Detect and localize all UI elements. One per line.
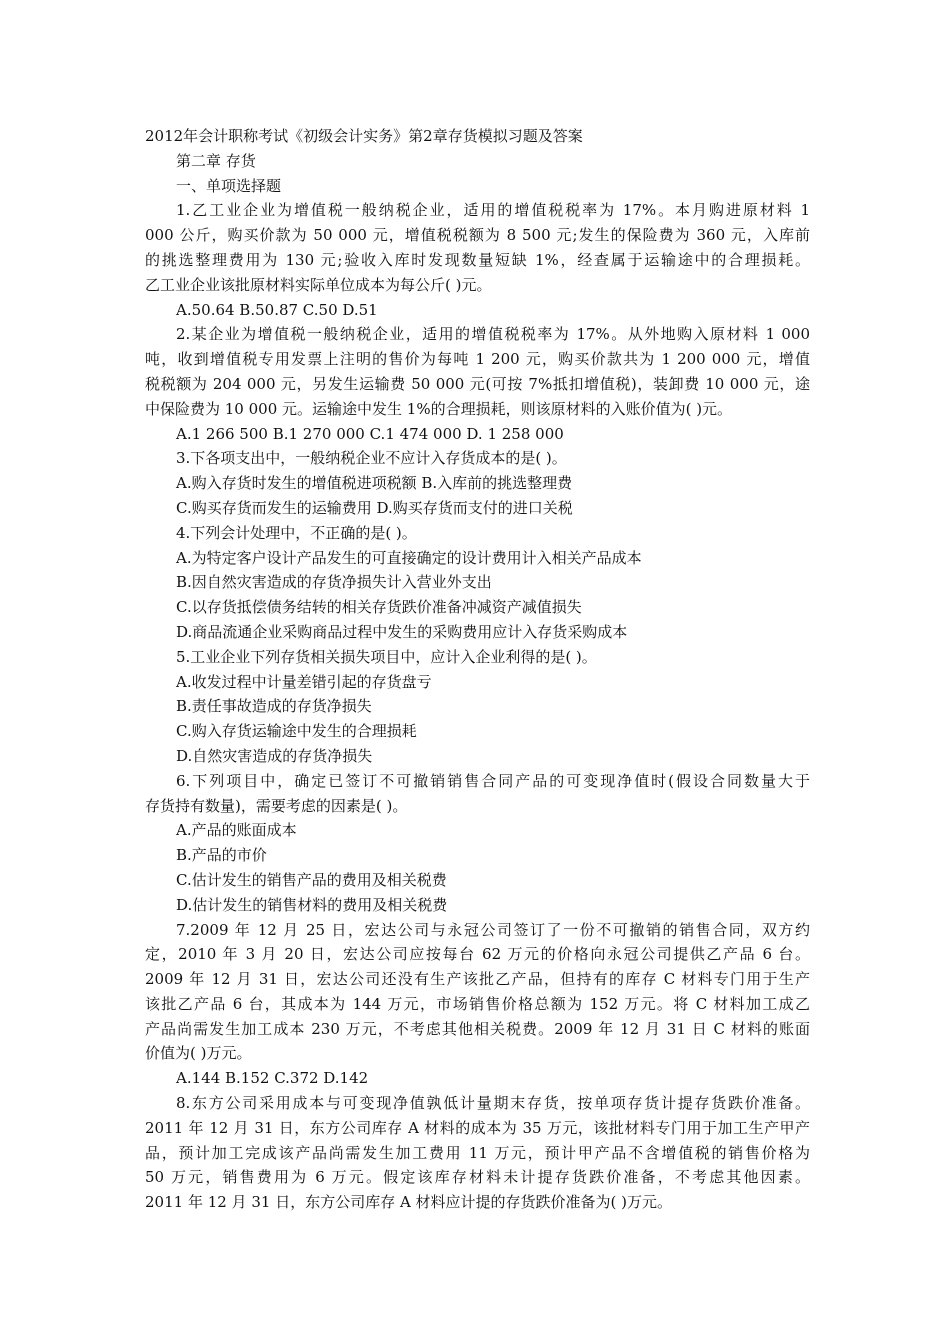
answer-options: A.为特定客户设计产品发生的可直接确定的设计费用计入相关产品成本 [176, 548, 642, 567]
answer-options: B.因自然灾害造成的存货净损失计入营业外支出 [176, 573, 492, 592]
answer-options: A.产品的账面成本 [176, 821, 297, 840]
question-stem-continuation: 中保险费为 10 000 元。运输途中发生 1%的合理损耗，则该原材料的入账价值为( )元。 [145, 399, 733, 418]
question-stem: 2.某企业为增值税一般纳税企业，适用的增值税税率为 17%。从外地购入原材料 1 000 [176, 325, 810, 344]
question-stem-continuation: 税税额为 204 000 元，另发生运输费 50 000 元(可按 7%抵扣增值税)，装卸费 10 000 元，途 [145, 374, 810, 393]
chapter-heading: 第二章 存货 [176, 151, 256, 170]
answer-options: C.购买存货而发生的运输费用 D.购买存货而支付的进口关税 [176, 498, 573, 517]
document-page [145, 124, 810, 1215]
answer-options: D.商品流通企业采购商品过程中发生的采购费用应计入存货采购成本 [176, 622, 628, 641]
question-stem-continuation: 品，预计加工完成该产品尚需发生加工费用 11 万元，预计甲产品不含增值税的销售价格为 [145, 1143, 810, 1162]
question-stem-continuation: 定，2010 年 3 月 20 日，宏达公司应按每台 62 万元的价格向永冠公司提供乙产品 6 台。 [145, 945, 810, 964]
question-stem-continuation: 000 公斤，购买价款为 50 000 元，增值税税额为 8 500 元;发生的保险费为 360 元，入库前 [145, 226, 810, 245]
document-title: 2012年会计职称考试《初级会计实务》第2章存货模拟习题及答案 [145, 127, 583, 145]
question-stem-continuation: 该批乙产品 6 台，其成本为 144 万元，市场销售价格总额为 152 万元。将 C 材料加工成乙 [145, 994, 810, 1013]
question-stem-continuation: 的挑选整理费用为 130 元;验收入库时发现数量短缺 1%，经查属于运输途中的合理损耗。 [145, 250, 810, 269]
question-block [145, 198, 810, 322]
question-stem: 3.下各项支出中，一般纳税企业不应计入存货成本的是( )。 [176, 449, 567, 468]
question-stem: 6.下列项目中，确定已签订不可撤销销售合同产品的可变现净值时(假设合同数量大于 [176, 771, 810, 790]
question-stem-continuation: 乙工业企业该批原材料实际单位成本为每公斤( )元。 [145, 275, 492, 294]
answer-options: A.50.64 B.50.87 C.50 D.51 [176, 300, 378, 319]
question-block [145, 918, 810, 1092]
answer-options: B.责任事故造成的存货净损失 [176, 697, 372, 716]
answer-options: A.144 B.152 C.372 D.142 [176, 1069, 369, 1088]
question-stem: 7.2009 年 12 月 25 日，宏达公司与永冠公司签订了一份不可撤销的销售合同，双方约 [176, 920, 810, 939]
answer-options: A.1 266 500 B.1 270 000 C.1 474 000 D. 1 258 000 [176, 424, 564, 443]
answer-options: C.估计发生的销售产品的费用及相关税费 [176, 870, 447, 889]
question-stem-continuation: 存货持有数量)，需要考虑的因素是( )。 [145, 796, 408, 815]
question-block [145, 769, 810, 918]
question-stem-continuation: 2009 年 12 月 31 日，宏达公司还没有生产该批乙产品，但持有的库存 C 材料专门用于生产 [145, 970, 810, 989]
answer-options: A.收发过程中计量差错引起的存货盘亏 [176, 672, 432, 691]
question-stem-continuation: 2011 年 12 月 31 日，东方公司库存 A 材料应计提的存货跌价准备为( )万元。 [145, 1193, 673, 1212]
question-stem: 8.东方公司采用成本与可变现净值孰低计量期末存货，按单项存货计提存货跌价准备。 [176, 1094, 810, 1113]
answer-options: A.购入存货时发生的增值税进项税额 B.入库前的挑选整理费 [176, 474, 573, 493]
question-block [145, 322, 810, 446]
question-stem: 1.乙工业企业为增值税一般纳税企业，适用的增值税税率为 17%。本月购进原材料 1 [176, 201, 810, 220]
question-stem-continuation: 产品尚需发生加工成本 230 万元，不考虑其他相关税费。2009 年 12 月 31 日 C 材料的账面 [145, 1019, 810, 1038]
answer-options: B.产品的市价 [176, 846, 267, 865]
question-block [145, 446, 810, 520]
question-block [145, 1091, 810, 1215]
answer-options: C.购入存货运输途中发生的合理损耗 [176, 722, 417, 741]
question-stem-continuation: 50 万元，销售费用为 6 万元。假定该库存材料未计提存货跌价准备，不考虑其他因素。 [145, 1168, 810, 1187]
question-stem: 4.下列会计处理中，不正确的是( )。 [176, 523, 417, 542]
question-stem-continuation: 价值为( )万元。 [145, 1044, 252, 1063]
answer-options: D.估计发生的销售材料的费用及相关税费 [176, 895, 448, 914]
answer-options: D.自然灾害造成的存货净损失 [176, 746, 373, 765]
question-list [145, 198, 810, 1215]
question-stem-continuation: 吨，收到增值税专用发票上注明的售价为每吨 1 200 元，购买价款共为 1 200 000 元，增值 [145, 350, 810, 369]
question-block [145, 521, 810, 645]
answer-options: C.以存货抵偿债务结转的相关存货跌价准备冲减资产减值损失 [176, 598, 582, 617]
section-heading: 一、单项选择题 [176, 176, 282, 195]
question-block [145, 645, 810, 769]
question-stem-continuation: 2011 年 12 月 31 日，东方公司库存 A 材料的成本为 35 万元，该批材料专门用于加工生产甲产 [145, 1118, 810, 1137]
question-stem: 5.工业企业下列存货相关损失项目中，应计入企业利得的是( )。 [176, 647, 597, 666]
